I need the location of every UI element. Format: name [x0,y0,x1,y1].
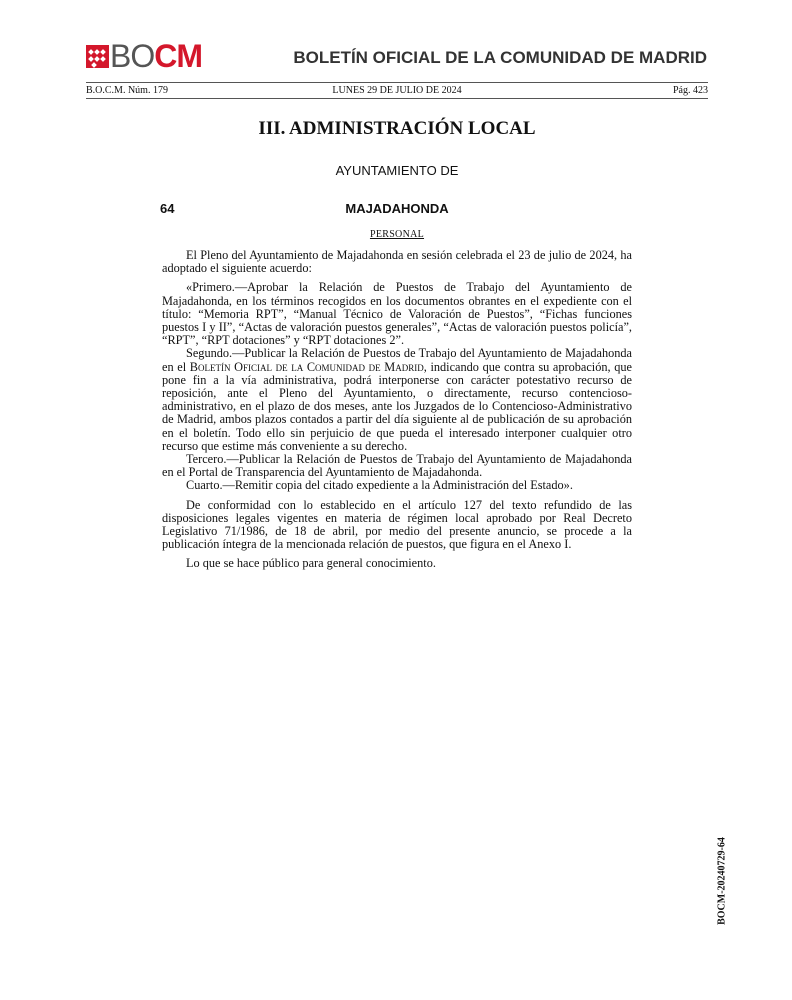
paragraph-conformidad: De conformidad con lo establecido en el artículo 127 del texto refundido de las disposiciones legales vigentes en materia de régimen local aprobado por Real Decreto Legislativo 71/1986, de 18 de abril, por medio del presente anuncio, se procede a la publicación íntegra de la mencionada relación de puestos, que figura en el Anexo I. [162,497,632,552]
issue-date: LUNES 29 DE JULIO DE 2024 [332,85,462,96]
bulletin-name-smallcaps: Boletín Oficial de la Comunidad de Madrid [189,359,424,374]
paragraph-cuarto: Cuarto.—Remitir copia del citado expediente a la Administración del Estado». [186,478,573,493]
side-code-text: BOCM-20240729-64 [716,837,728,925]
paragraph-tercero: Tercero.—Publicar la Relación de Puestos de Trabajo del Ayuntamiento de Majadahonda en el Portal de Transparencia del Ayuntamiento de Majadahonda. [162,452,632,480]
paragraph-closing: Lo que se hace público para general conocimiento. [186,556,436,571]
section-title: III. ADMINISTRACIÓN LOCAL [258,118,536,139]
segundo-text-1: Segundo.—Publicar la Relación de Puestos de Trabajo del Ayuntamiento de Majadahonda en el [162,346,632,374]
announcement-body [162,249,632,571]
paragraph-primero: «Primero.—Aprobar la Relación de Puestos de Trabajo del Ayuntamiento de Majadahonda, en los términos recogidos en los documentos obrantes en el expediente con el título: “Memoria RPT”, “Manual Técnico de Valoración de Puestos”, “Fichas funciones puestos I y II”, “Actas de valoración puestos generales”, “Actas de valoración puestos policía”, “RPT”, “RPT dotaciones” y “RPT dotaciones 2”. [162,280,632,348]
segundo-text-2: , indicando que contra su aprobación, que pone fin a la vía administrativa, podrá interponerse con carácter potestativo recurso de reposición, ante el Pleno del Ayuntamiento, o directamente, recurso contencioso-administrativo, en el plazo de dos meses, ante los Juzgados de lo Contencioso-Administrativo de Madrid, ambos plazos contados a partir del día siguiente al de publicación de su aprobación en el boletín. Todo ello sin perjuicio de que pueda el interesado interponer cualquier otro recurso que estime más conveniente a su derecho. [162,359,632,453]
madrid-flag-icon [86,45,109,68]
entry-number: 64 [160,201,175,216]
side-code [716,830,728,932]
issue-meta-row [86,85,708,97]
logo-text-cm: CM [154,38,202,74]
bocm-logo [86,38,216,74]
subject-heading: PERSONAL [369,229,425,240]
logo-text-bo: BO [110,38,155,74]
bulletin-title: BOLETÍN OFICIAL DE LA COMUNIDAD DE MADRID [293,48,707,67]
page-number: Pág. 423 [673,85,708,96]
org-prefix: AYUNTAMIENTO DE [335,163,459,178]
header-rule-top [86,82,708,83]
header-rule-bottom [86,98,708,99]
logo-text [110,38,202,74]
paragraph-intro: El Pleno del Ayuntamiento de Majadahonda en sesión celebrada el 23 de julio de 2024, ha adoptado el siguiente acuerdo: [162,248,632,276]
paragraph-segundo [162,347,632,453]
issue-number: B.O.C.M. Núm. 179 [86,85,168,96]
org-name: MAJADAHONDA [345,201,449,216]
